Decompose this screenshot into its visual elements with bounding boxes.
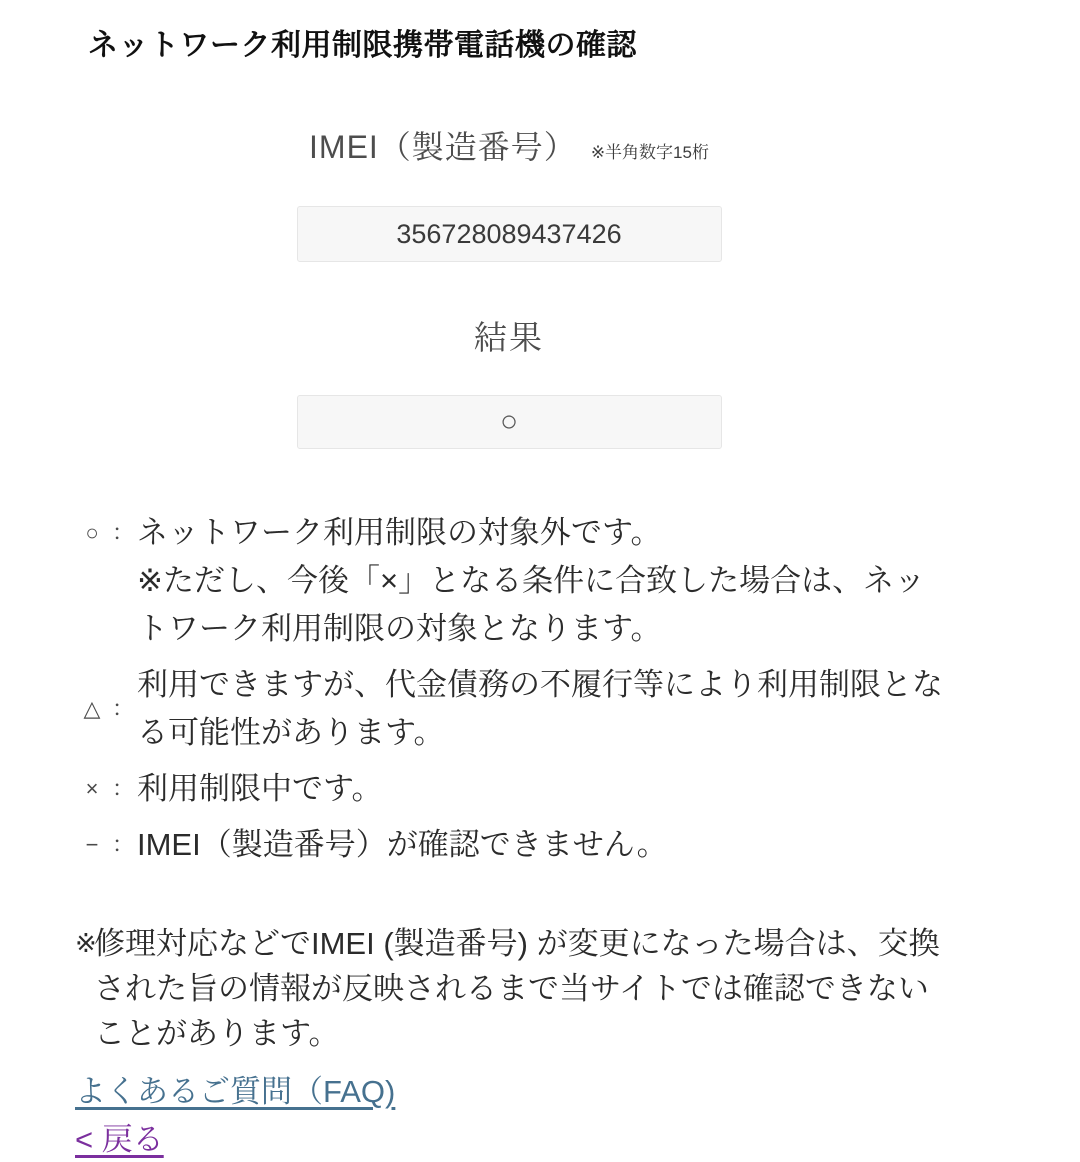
faq-link[interactable]: よくあるご質問（FAQ): [75, 1074, 396, 1109]
legend-text: 利用できますが、代金債務の不履行等により利用制限となる可能性があります。: [137, 667, 943, 750]
legend-separator: ：: [111, 696, 134, 721]
dash-symbol: −: [85, 832, 99, 857]
page-title: ネットワーク利用制限携帯電話機の確認: [88, 29, 637, 62]
back-link-row: [75, 1116, 943, 1162]
imei-format-note: ※半角数字15桁: [590, 143, 709, 162]
legend-item-dash: [75, 821, 943, 869]
cross-symbol: ×: [85, 776, 99, 801]
result-label: 結果: [474, 319, 544, 356]
legend-text-wrap: [137, 509, 943, 653]
page-container: [75, 0, 943, 1162]
repair-note: [75, 921, 943, 1056]
legend-separator: ：: [111, 520, 134, 545]
circle-symbol: ○: [85, 520, 99, 545]
faq-link-row: [75, 1070, 943, 1114]
result-legend: [75, 509, 943, 869]
legend-item-triangle: [75, 661, 943, 757]
footer-links: [75, 1070, 943, 1162]
legend-text: ネットワーク利用制限の対象外です。: [137, 515, 662, 550]
legend-separator: ：: [111, 832, 134, 857]
legend-separator: ：: [111, 776, 134, 801]
legend-item-circle: [75, 509, 943, 653]
imei-check-form: [75, 122, 943, 449]
note-text: 修理対応などでIMEI (製造番号) が変更になった場合は、交換された旨の情報が反映されるまで当サイトでは確認できないことがあります。: [94, 926, 940, 1051]
result-box: [297, 395, 722, 449]
legend-text: IMEI（製造番号）が確認できません。: [137, 827, 668, 862]
triangle-symbol: △: [83, 696, 101, 721]
imei-label-row: [75, 122, 943, 168]
legend-item-cross: [75, 765, 943, 813]
note-marker: ※: [75, 928, 97, 958]
result-value: ○: [499, 405, 519, 438]
imei-input[interactable]: [297, 206, 722, 262]
legend-subtext: ※ただし、今後「×」となる条件に合致した場合は、ネットワーク利用制限の対象となります。: [137, 563, 926, 646]
back-link[interactable]: < 戻る: [75, 1122, 164, 1157]
legend-text: 利用制限中です。: [137, 771, 383, 806]
imei-label: IMEI（製造番号）: [309, 129, 577, 165]
